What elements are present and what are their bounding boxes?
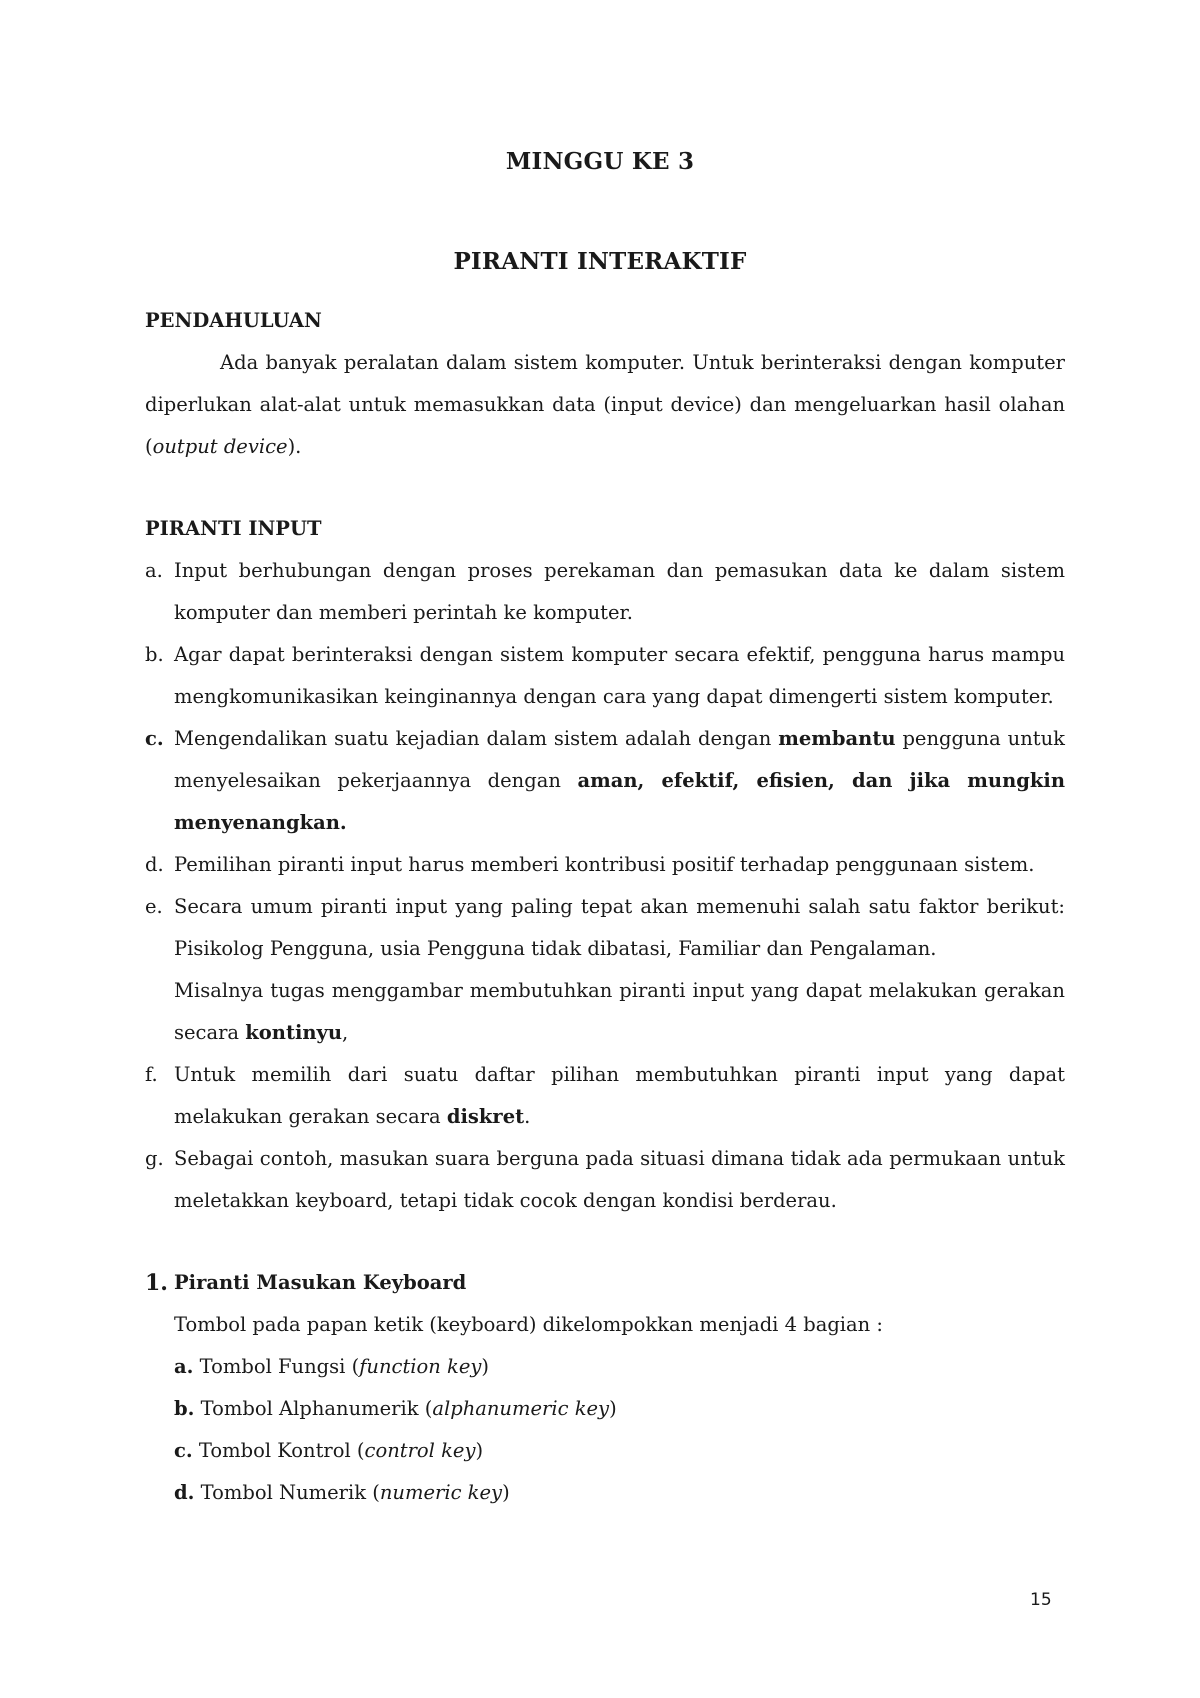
input-list [145,550,1065,1222]
keyboard-item-label: Tombol Kontrol ( [198,1439,365,1462]
input-item-b [145,634,1065,718]
input-item-g [145,1138,1065,1222]
list-marker: c. [174,1439,193,1462]
input-item-text: , [342,1021,349,1044]
keyboard-item-italic: control key [364,1439,476,1462]
input-item-bold: diskret [446,1105,525,1128]
keyboard-heading-text: Piranti Masukan Keyboard [174,1271,467,1294]
intro-text-2: ). [287,435,302,458]
keyboard-item-c [174,1430,1065,1472]
chapter-title: PIRANTI INTERAKTIF [453,248,747,275]
input-item-text: Misalnya tugas menggambar membutuhkan piranti input yang dapat melakukan gerakan secara [174,979,1065,1044]
keyboard-item-close: ) [502,1481,510,1504]
keyboard-item-b [174,1388,1065,1430]
list-marker: f. [145,1063,158,1086]
list-marker: d. [145,853,164,876]
list-marker: b. [174,1397,195,1420]
list-marker: c. [145,727,164,750]
keyboard-item-close: ) [475,1439,484,1462]
input-item-e [145,886,1065,1054]
input-item-text: Sebagai contoh, masukan suara berguna pada situasi dimana tidak ada permukaan untuk meletakkan keyboard, tetapi tidak cocok dengan kondisi berderau. [174,1147,1065,1212]
keyboard-item-close: ) [481,1355,490,1378]
input-item-text: Pemilihan piranti input harus memberi kontribusi positif terhadap penggunaan sistem. [174,853,1035,876]
input-item-text: Untuk memilih dari suatu daftar pilihan membutuhkan piranti input yang dapat melakukan gerakan secara [174,1063,1065,1128]
list-marker: e. [145,895,163,918]
intro-heading: PENDAHULUAN [145,309,322,332]
list-marker: g. [145,1147,164,1170]
page-number: 15 [1030,1590,1052,1610]
keyboard-intro: Tombol pada papan ketik (keyboard) dikelompokkan menjadi 4 bagian : [174,1313,883,1336]
keyboard-heading [145,1262,1065,1304]
input-item-text: Mengendalikan suatu kejadian dalam sistem adalah dengan [174,727,779,750]
keyboard-item-a [174,1346,1065,1388]
week-title: MINGGU KE 3 [505,148,695,175]
input-item-text: Input berhubungan dengan proses perekaman dan pemasukan data ke dalam sistem komputer dan memberi perintah ke komputer. [174,559,1065,624]
keyboard-item-label: Tombol Numerik ( [200,1481,380,1504]
keyboard-item-d [174,1472,1065,1514]
input-item-text: Agar dapat berinteraksi dengan sistem komputer secara efektif, pengguna harus mampu mengkomunikasikan keinginannya dengan cara yang dapat dimengerti sistem komputer. [174,643,1065,708]
section-number: 1. [145,1270,168,1296]
list-marker: a. [174,1355,194,1378]
list-marker: d. [174,1481,195,1504]
section-gap [145,1222,1065,1262]
keyboard-item-label: Tombol Fungsi ( [199,1355,360,1378]
input-item-text: . [524,1105,531,1128]
input-item-c [145,718,1065,844]
keyboard-item-italic: numeric key [379,1481,503,1504]
input-item-a [145,550,1065,634]
intro-text-1: Ada banyak peralatan dalam sistem komputer. Untuk berinteraksi dengan komputer diperlukan alat-alat untuk memasukkan data (input device) dan mengeluarkan hasil olahan ( [145,351,1065,458]
list-marker: a. [145,559,163,582]
document-body [145,300,1065,1514]
intro-text-italic: output device [152,435,288,458]
input-item-text: Secara umum piranti input yang paling tepat akan memenuhi salah satu faktor berikut: Pisikolog Pengguna, usia Pengguna tidak dibatasi, Familiar dan Pengalaman. [174,895,1065,960]
keyboard-item-italic: alphanumeric key [432,1397,610,1420]
input-item-d [145,844,1065,886]
input-item-bold: membantu [778,727,896,750]
input-item-text: pengguna untuk menyelesaikan pekerjaannya dengan [174,727,1065,792]
keyboard-item-close: ) [609,1397,617,1420]
keyboard-content [145,1304,1065,1514]
input-item-bold: kontinyu [245,1021,343,1044]
input-item-bold: aman, efektif, efisien, dan jika mungkin menyenangkan. [174,769,1065,834]
keyboard-item-label: Tombol Alphanumerik ( [200,1397,433,1420]
input-heading: PIRANTI INPUT [145,517,322,540]
intro-paragraph [145,342,1065,468]
list-marker: b. [145,643,164,666]
keyboard-item-italic: function key [359,1355,482,1378]
input-item-f [145,1054,1065,1138]
section-gap [145,468,1065,508]
